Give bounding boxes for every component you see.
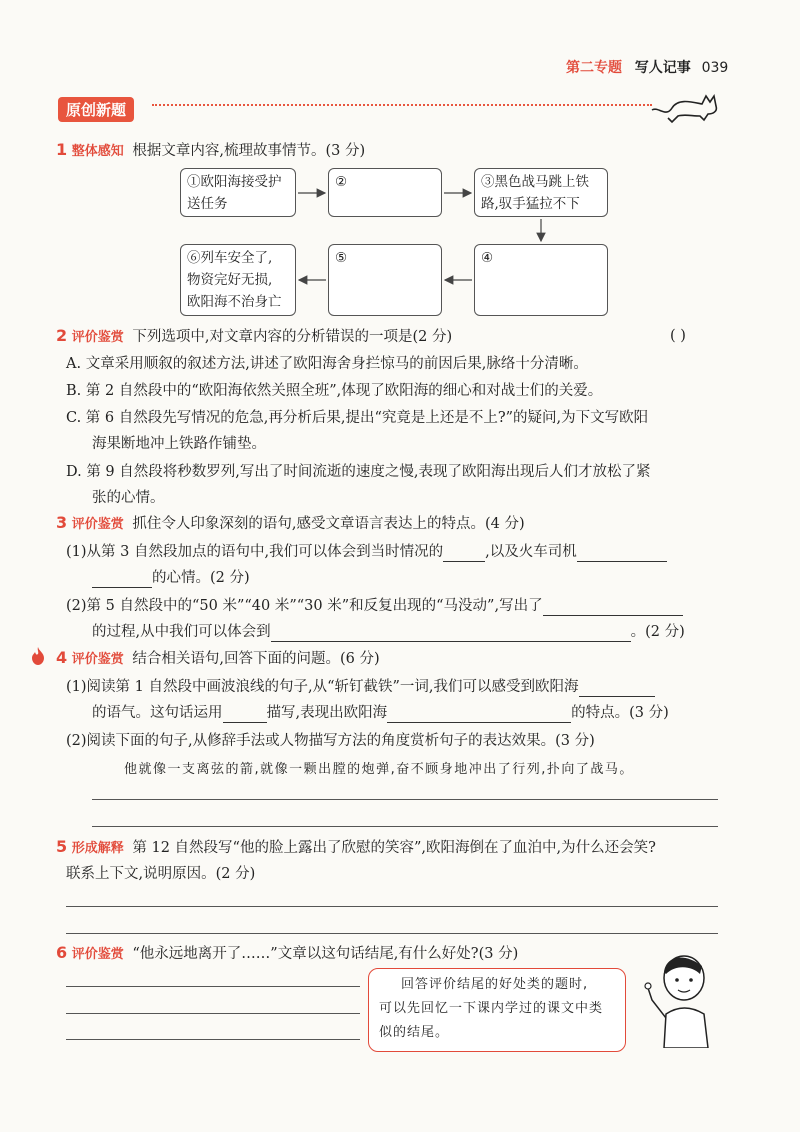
blank-tone-1[interactable]: [579, 680, 655, 697]
answer-line-6b[interactable]: [66, 1013, 360, 1014]
question-2: [56, 326, 452, 348]
flow-arrows: [0, 0, 800, 330]
section-title: 写人记事: [634, 60, 691, 76]
question-6: [56, 943, 518, 965]
question-text: 下列选项中,对文章内容的分析错误的一项是(2 分): [132, 329, 453, 345]
option-c-cont: 海果断地冲上铁路作铺垫。: [92, 436, 266, 452]
option-b[interactable]: B. 第 2 自然段中的“欧阳海依然关照全班”,体现了欧阳海的细心和对战士们的关爱。: [66, 383, 603, 399]
question-number: 3: [56, 513, 68, 532]
q4-part1: (1)阅读第 1 自然段中画波浪线的句子,从“斩钉截铁”一词,我们可以感受到欧阳海: [66, 677, 655, 697]
blank-driver-2[interactable]: [92, 571, 152, 588]
plot-box-1: ①欧阳海接受护 送任务: [180, 168, 296, 217]
blank-feeling[interactable]: [271, 625, 631, 642]
answer-line-6c[interactable]: [66, 1039, 360, 1040]
section-label: 第二专题: [566, 60, 622, 76]
q3-part1-cont: 的心情。(2 分): [92, 568, 250, 588]
blank-process-1[interactable]: [543, 599, 683, 616]
question-number: 6: [56, 943, 68, 962]
question-number: 1: [56, 140, 68, 159]
question-tag: 整体感知: [71, 144, 124, 159]
plot-box-3: ③黑色战马跳上铁 路,驭手猛拉不下: [474, 168, 608, 217]
quoted-sentence: 他就像一支离弦的箭,就像一颗出膛的炮弹,奋不顾身地冲出了行列,扑向了战马。: [124, 762, 634, 777]
boy-illustration: [640, 948, 720, 1048]
answer-line-4b[interactable]: [92, 826, 718, 827]
q3-part2-cont: 的过程,从中我们可以体会到 。(2 分): [92, 624, 685, 640]
flame-icon: [30, 646, 46, 666]
banner-title: 原创新题: [58, 97, 134, 122]
plot-box-6: ⑥列车安全了, 物资完好无损, 欧阳海不治身亡: [180, 244, 296, 316]
answer-line-6a[interactable]: [66, 986, 360, 987]
question-4: [56, 648, 380, 670]
answer-line-5b[interactable]: [66, 933, 718, 934]
q3-part2: (2)第 5 自然段中的“50 米”“40 米”“30 米”和反复出现的“马没动”,写出了: [66, 596, 683, 616]
answer-paren[interactable]: ( ): [670, 328, 686, 344]
answer-line-4a[interactable]: [92, 799, 718, 800]
q3-part1: (1)从第 3 自然段加点的语句中,我们可以体会到当时情况的 ,以及火车司机: [66, 542, 667, 562]
option-a[interactable]: A. 文章采用顺叙的叙述方法,讲述了欧阳海舍身拦惊马的前因后果,脉络十分清晰。: [66, 356, 588, 372]
question-5: [56, 837, 656, 859]
plot-box-4[interactable]: ④: [474, 244, 608, 316]
answer-line-5a[interactable]: [66, 906, 718, 907]
plot-box-2[interactable]: ②: [328, 168, 442, 217]
question-text: 结合相关语句,回答下面的问题。(6 分): [132, 651, 380, 667]
blank-trait[interactable]: [387, 706, 571, 723]
question-number: 4: [56, 648, 68, 667]
blank-driver-1[interactable]: [577, 545, 667, 562]
question-text: 抓住令人印象深刻的语句,感受文章语言表达上的特点。(4 分): [132, 516, 525, 532]
question-tag: 评价鉴赏: [71, 517, 124, 532]
question-3: [56, 513, 525, 535]
question-5-cont: 联系上下文,说明原因。(2 分): [66, 866, 256, 882]
question-number: 2: [56, 326, 68, 345]
question-tag: 形成解释: [71, 841, 124, 856]
question-tag: 评价鉴赏: [71, 947, 124, 962]
question-tag: 评价鉴赏: [71, 652, 124, 667]
blank-situation[interactable]: [443, 545, 485, 562]
blank-method[interactable]: [223, 706, 267, 723]
question-text: 第 12 自然段写“他的脸上露出了欣慰的笑容”,欧阳海倒在了血泊中,为什么还会笑?: [132, 840, 656, 856]
question-text: “他永远地离开了……”文章以这句话结尾,有什么好处?(3 分): [132, 946, 519, 962]
question-text: 根据文章内容,梳理故事情节。(3 分): [132, 143, 366, 159]
plot-box-5[interactable]: ⑤: [328, 244, 442, 316]
question-number: 5: [56, 837, 68, 856]
tip-bubble: 回答评价结尾的好处类的题时, 可以先回忆一下课内学过的课文中类 似的结尾。: [368, 968, 626, 1052]
option-d[interactable]: D. 第 9 自然段将秒数罗列,写出了时间流逝的速度之慢,表现了欧阳海出现后人们才放松了紧: [66, 464, 651, 480]
page-number: 039: [701, 60, 729, 76]
q4-part1-cont: 的语气。这句话运用 描写,表现出欧阳海 的特点。(3 分): [92, 705, 669, 721]
option-d-cont: 张的心情。: [92, 490, 165, 506]
q4-part2: (2)阅读下面的句子,从修辞手法或人物描写方法的角度赏析句子的表达效果。(3 分): [66, 733, 595, 749]
option-c[interactable]: C. 第 6 自然段先写情况的危急,再分析后果,提出“究竟是上还是不上?”的疑问,为下文写欧阳: [66, 410, 649, 426]
question-tag: 评价鉴赏: [71, 330, 124, 345]
